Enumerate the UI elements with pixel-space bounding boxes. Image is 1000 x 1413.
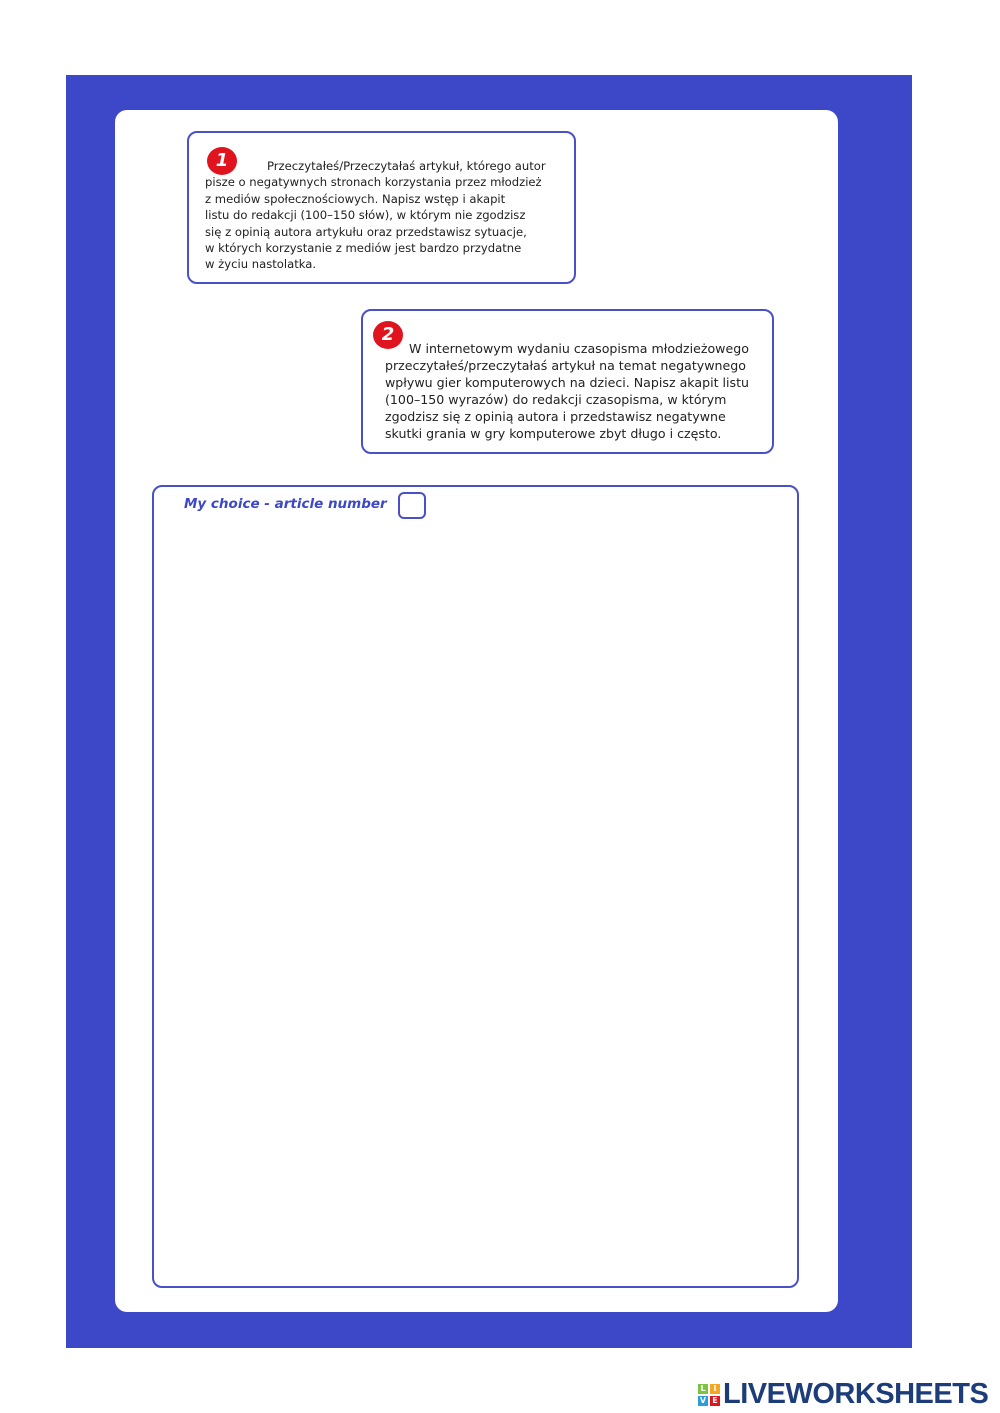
task-text-line: W internetowym wydaniu czasopisma młodzieżowego bbox=[409, 341, 749, 356]
task-text-line: z mediów społecznościowych. Napisz wstęp i akapit bbox=[205, 191, 506, 206]
task-text-line: listu do redakcji (100–150 słów), w którym nie zgodzisz bbox=[205, 208, 526, 223]
logo-letter: I bbox=[710, 1384, 720, 1394]
answer-box bbox=[152, 485, 799, 1288]
task-text-line: pisze o negatywnych stronach korzystania przez młodzież bbox=[205, 175, 542, 190]
task-number-badge: 1 bbox=[207, 147, 237, 175]
task-text-line: w których korzystanie z mediów jest bardzo przydatne bbox=[205, 241, 522, 256]
logo-letter: E bbox=[710, 1396, 720, 1406]
liveworksheets-logo bbox=[698, 1378, 988, 1411]
logo-letter: L bbox=[698, 1384, 708, 1394]
task-text-line: przeczytałeś/przeczytałaś artykuł na temat negatywnego bbox=[385, 358, 746, 373]
task-text-line: (100–150 wyrazów) do redakcji czasopisma, w którym bbox=[385, 392, 727, 407]
task-1-box bbox=[187, 131, 576, 284]
choice-label: My choice - article number bbox=[184, 496, 387, 512]
answer-textarea[interactable] bbox=[174, 532, 777, 1266]
article-number-input[interactable] bbox=[398, 492, 426, 519]
task-text-line: zgodzisz się z opinią autora i przedstawisz negatywne bbox=[385, 409, 726, 424]
task-text-line: wpływu gier komputerowych na dzieci. Napisz akapit listu bbox=[385, 375, 749, 390]
task-text-line: w życiu nastolatka. bbox=[205, 257, 317, 272]
task-number-badge: 2 bbox=[373, 321, 403, 349]
task-text-line: skutki grania w gry komputerowe zbyt długo i często. bbox=[385, 426, 722, 441]
task-2-box bbox=[361, 309, 774, 454]
logo-letter: V bbox=[699, 1395, 707, 1405]
task-text-line: się z opinią autora artykułu oraz przedstawisz sytuacje, bbox=[205, 224, 527, 239]
logo-text: LIVEWORKSHEETS bbox=[723, 1378, 989, 1410]
logo-icon bbox=[698, 1384, 720, 1406]
task-text-line: Przeczytałeś/Przeczytałaś artykuł, którego autor bbox=[267, 159, 546, 173]
